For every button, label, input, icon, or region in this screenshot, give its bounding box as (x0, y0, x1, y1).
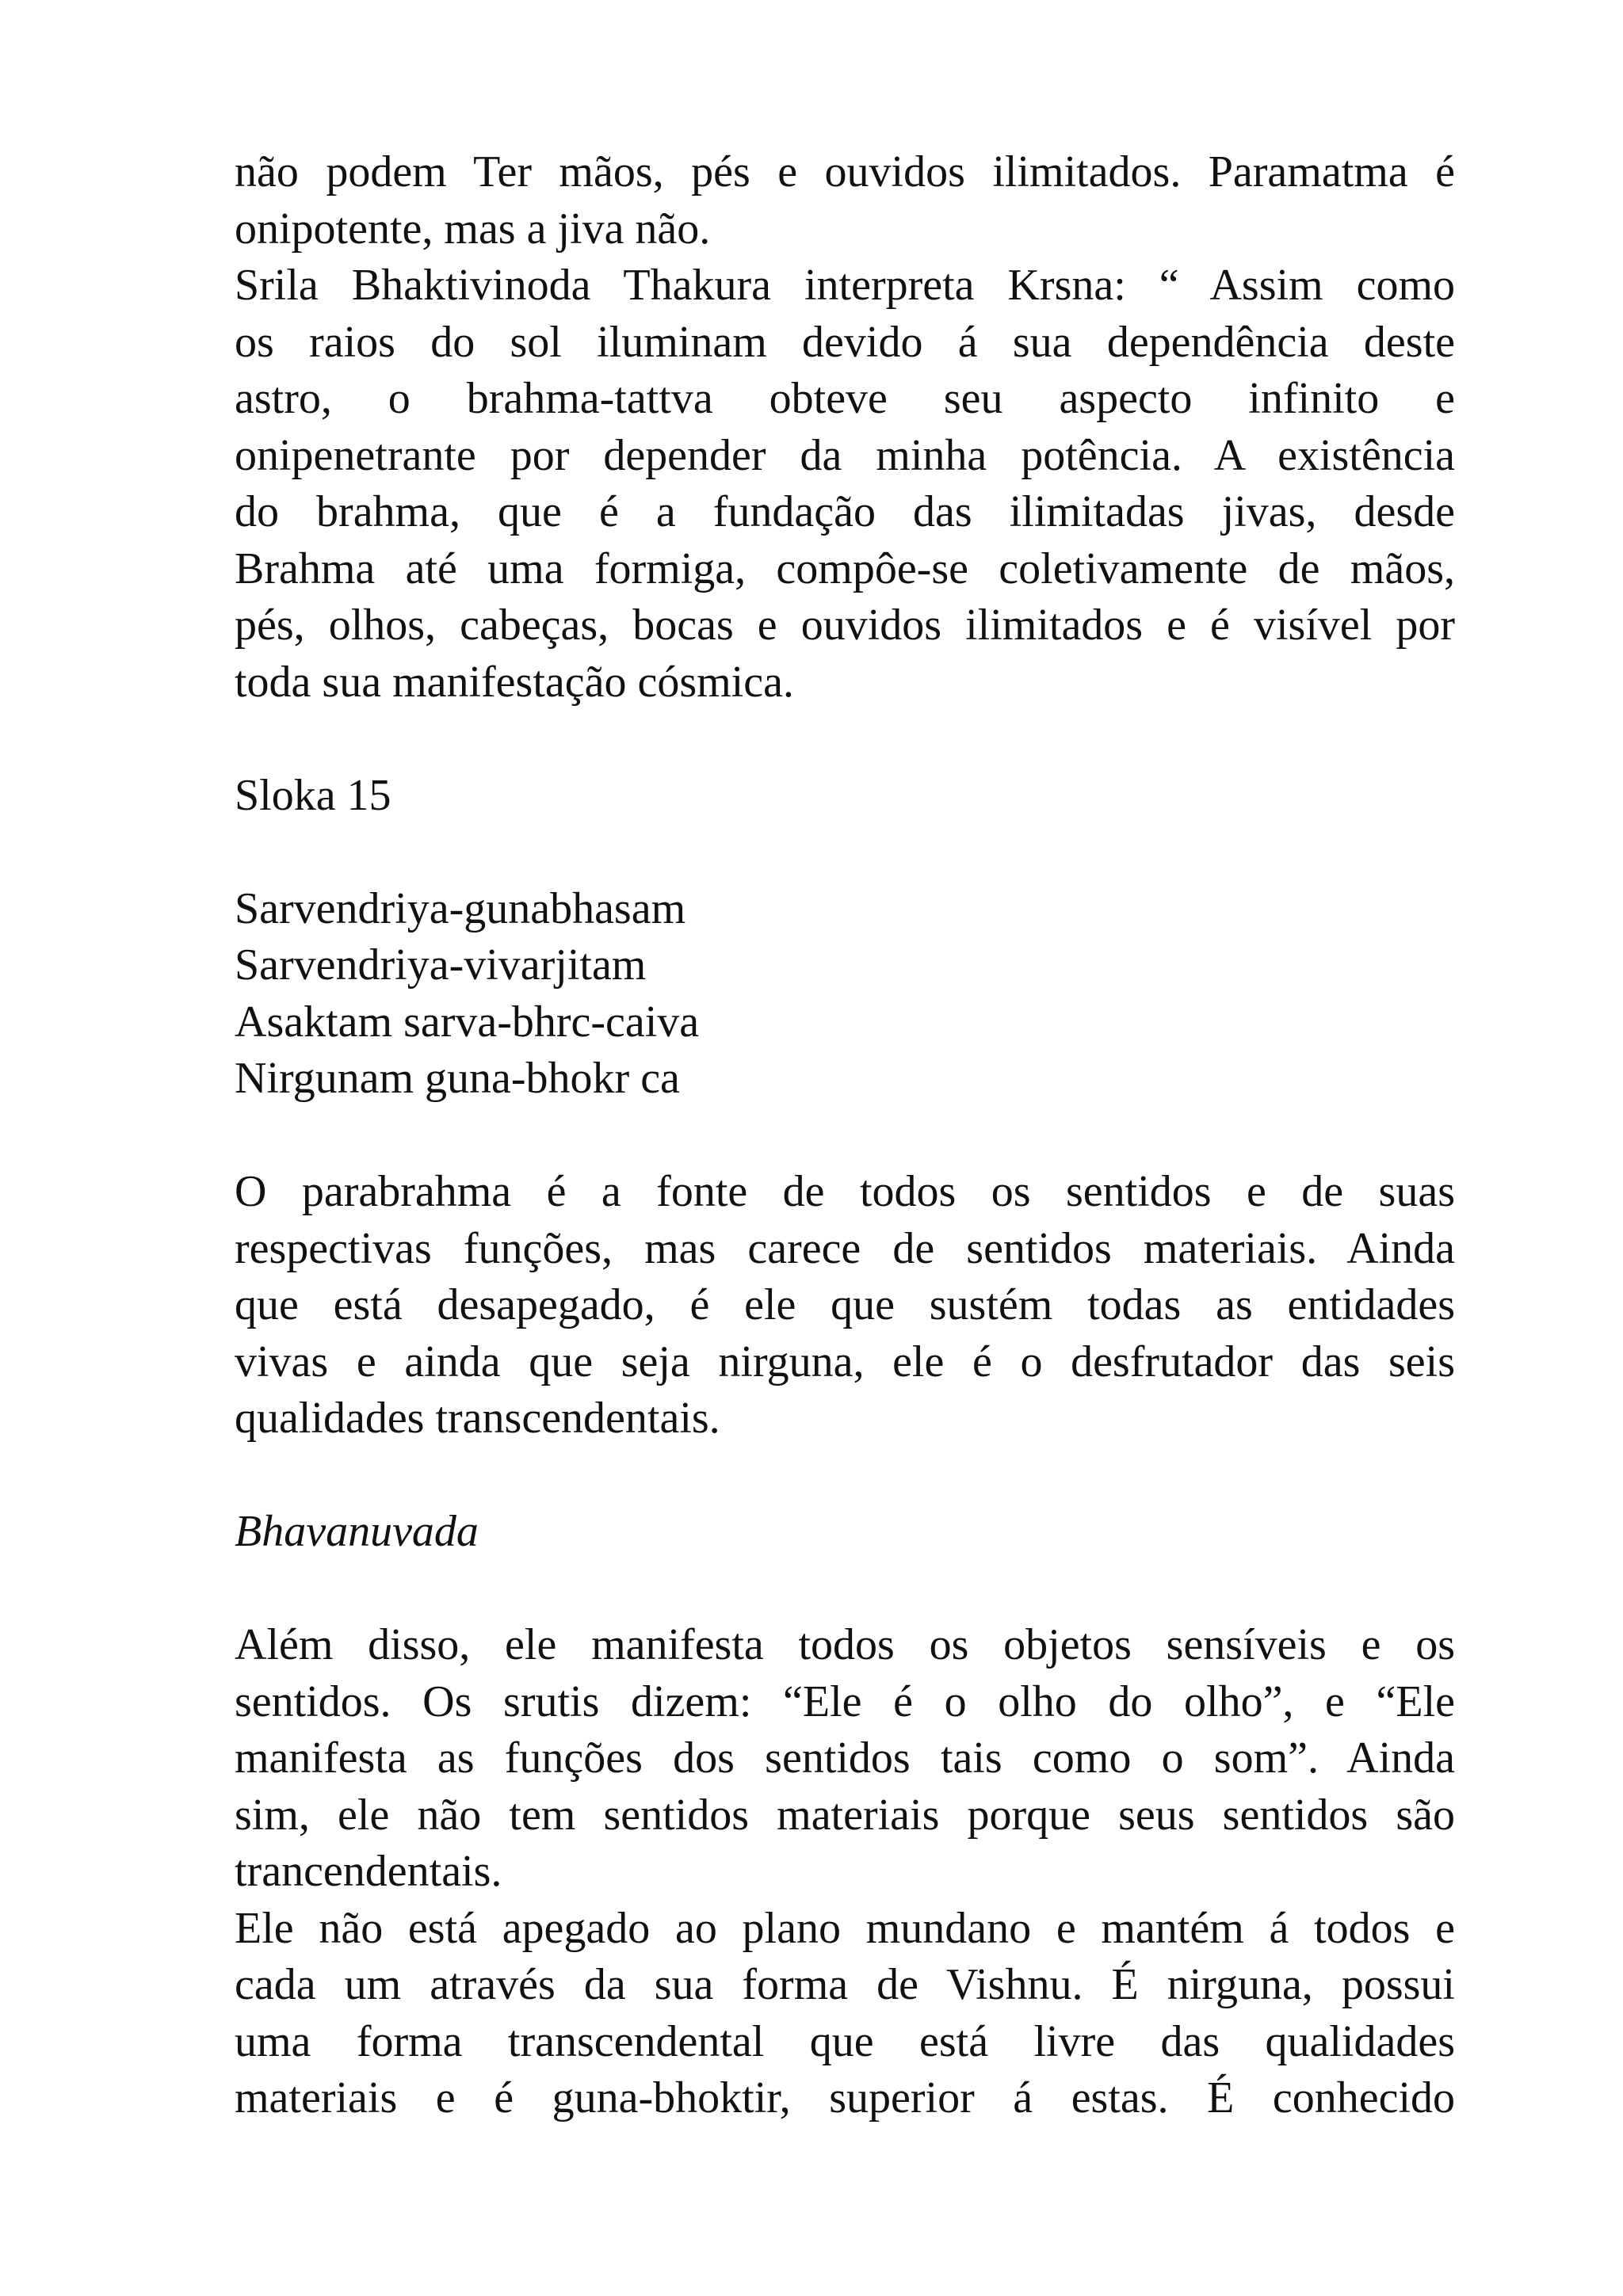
text-line: respectivas funções, mas carece de sentidos materiais. Ainda (235, 1223, 1455, 1273)
text-line: qualidades transcendentais. (235, 1394, 720, 1443)
text-line: que está desapegado, é ele que sustém todas as entidades (235, 1280, 1455, 1329)
paragraph (235, 768, 1455, 825)
section-heading (235, 1504, 1455, 1561)
text-line: trancendentais. (235, 1847, 502, 1896)
text-line: Além disso, ele manifesta todos os objetos sensíveis e os (235, 1620, 1455, 1669)
paragraph (235, 1164, 1455, 1447)
text-line: Srila Bhaktivinoda Thakura interpreta Krsna: “ Assim como (235, 261, 1455, 310)
text-line: Nirgunam guna-bhokr ca (235, 1054, 680, 1103)
text-line: Sarvendriya-vivarjitam (235, 940, 647, 990)
text-line: pés, olhos, cabeças, bocas e ouvidos ilimitados e é visível por (235, 601, 1455, 650)
document-page (235, 144, 1455, 2127)
text-line: vivas e ainda que seja nirguna, ele é o desfrutador das seis (235, 1337, 1455, 1386)
text-line: manifesta as funções dos sentidos tais como o som”. Ainda (235, 1733, 1455, 1783)
paragraph-gap (235, 824, 1455, 881)
paragraph-gap (235, 1561, 1455, 1618)
paragraph-gap (235, 711, 1455, 768)
paragraph (235, 881, 1455, 1108)
text-line: sentidos. Os srutis dizem: “Ele é o olho do olho”, e “Ele (235, 1676, 1455, 1726)
text-line: Brahma até uma formiga, compôe-se coletivamente de mãos, (235, 543, 1455, 593)
paragraph-gap (235, 1447, 1455, 1505)
text-line: Sarvendriya-gunabhasam (235, 883, 686, 933)
text-line: sim, ele não tem sentidos materiais porque seus sentidos são (235, 1790, 1455, 1840)
text-line: cada um através da sua forma de Vishnu. É nirguna, possui (235, 1960, 1455, 2009)
text-line: Asaktam sarva-bhrc-caiva (235, 997, 700, 1047)
text-line: onipenetrante por depender da minha potência. A existência (235, 430, 1455, 480)
text-line: Ele não está apegado ao plano mundano e mantém á todos e (235, 1903, 1455, 1953)
text-line: O parabrahma é a fonte de todos os sentidos e de suas (235, 1167, 1455, 1216)
text-line: os raios do sol iluminam devido á sua dependência deste (235, 317, 1455, 367)
text-line: Bhavanuvada (235, 1507, 479, 1556)
paragraph (235, 1617, 1455, 2127)
text-line: uma forma transcendental que está livre das qualidades (235, 2016, 1455, 2066)
text-line: toda sua manifestação cósmica. (235, 657, 794, 707)
text-line: Sloka 15 (235, 770, 391, 820)
text-line: materiais e é guna-bhoktir, superior á estas. É conhecido (235, 2073, 1455, 2122)
text-line: não podem Ter mãos, pés e ouvidos ilimitados. Paramatma é (235, 147, 1455, 196)
text-line: astro, o brahma-tattva obteve seu aspecto infinito e (235, 374, 1455, 423)
text-line: do brahma, que é a fundação das ilimitadas jivas, desde (235, 487, 1455, 536)
paragraph (235, 144, 1455, 711)
text-line: onipotente, mas a jiva não. (235, 204, 711, 254)
paragraph-gap (235, 1108, 1455, 1165)
